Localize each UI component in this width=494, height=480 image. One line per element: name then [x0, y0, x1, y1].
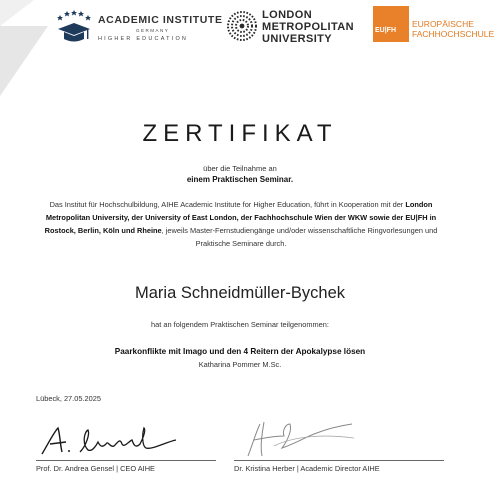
signature-line-1: [36, 460, 216, 461]
signer-1-name: Prof. Dr. Andrea Gensel | CEO AIHE: [36, 464, 155, 473]
graduation-cap-stars-icon: [56, 10, 92, 46]
paragraph-outro: , jeweils Master-Fernstudiengänge und/oder wissenschaftliche Ringvorlesungen und Praktische Seminare durch.: [161, 226, 438, 248]
signature-line-2: [234, 460, 444, 461]
lmu-name-line1: LONDON: [262, 9, 313, 21]
lecturer-name: Katharina Pommer M.Sc.: [198, 360, 282, 369]
signer-2-name: Dr. Kristina Herber | Academic Director AIHE: [234, 464, 380, 473]
paragraph-intro: Das Institut für Hochschulbildung, AIHE Academic Institute for Higher Education, führt in Kooperation mit der: [49, 200, 406, 209]
signature-1: [36, 418, 186, 460]
aihe-tagline: HIGHER EDUCATION: [98, 36, 189, 42]
institution-paragraph: [36, 198, 446, 250]
participation-line: über die Teilnahme an: [203, 164, 277, 173]
eufh-badge: [373, 6, 409, 42]
recipient-name: Maria Schneidmüller-Bychek: [135, 284, 345, 302]
corner-decoration-top: [0, 0, 34, 26]
participated-line: hat an folgendem Praktischen Seminar teilgenommen:: [151, 320, 329, 329]
seminar-title: Paarkonflikte mit Imago und den 4 Reitern der Apokalypse lösen: [114, 347, 366, 356]
lmu-name-line2: METROPOLITAN: [262, 21, 354, 33]
eufh-name-line2: FACHHOCHSCHULE: [412, 29, 494, 39]
seminar-type: einem Praktischen Seminar.: [186, 175, 294, 184]
signature-2: [234, 416, 374, 460]
dotted-circle-icon: [226, 10, 258, 42]
eufh-badge-text: EU|FH: [375, 27, 397, 34]
lmu-logo: [226, 8, 366, 46]
aihe-country: GERMANY: [136, 28, 170, 33]
paragraph-partners: London Metropolitan University, der University of East London, der Fachhochschule Wien der WKW sowie der EU|FH in Rostock, Berlin, Köln und Rheine: [44, 200, 437, 235]
aihe-logo: [56, 8, 223, 48]
issue-date: Lübeck, 27.05.2025: [36, 394, 101, 403]
lmu-name-line3: UNIVERSITY: [262, 33, 333, 45]
corner-decoration: [0, 26, 48, 96]
aihe-name: ACADEMIC INSTITUTE: [98, 14, 223, 26]
certificate-title: ZERTIFIKAT: [142, 120, 338, 147]
eufh-logo: [373, 6, 494, 42]
eufh-name-line1: EUROPÄISCHE: [412, 19, 474, 29]
